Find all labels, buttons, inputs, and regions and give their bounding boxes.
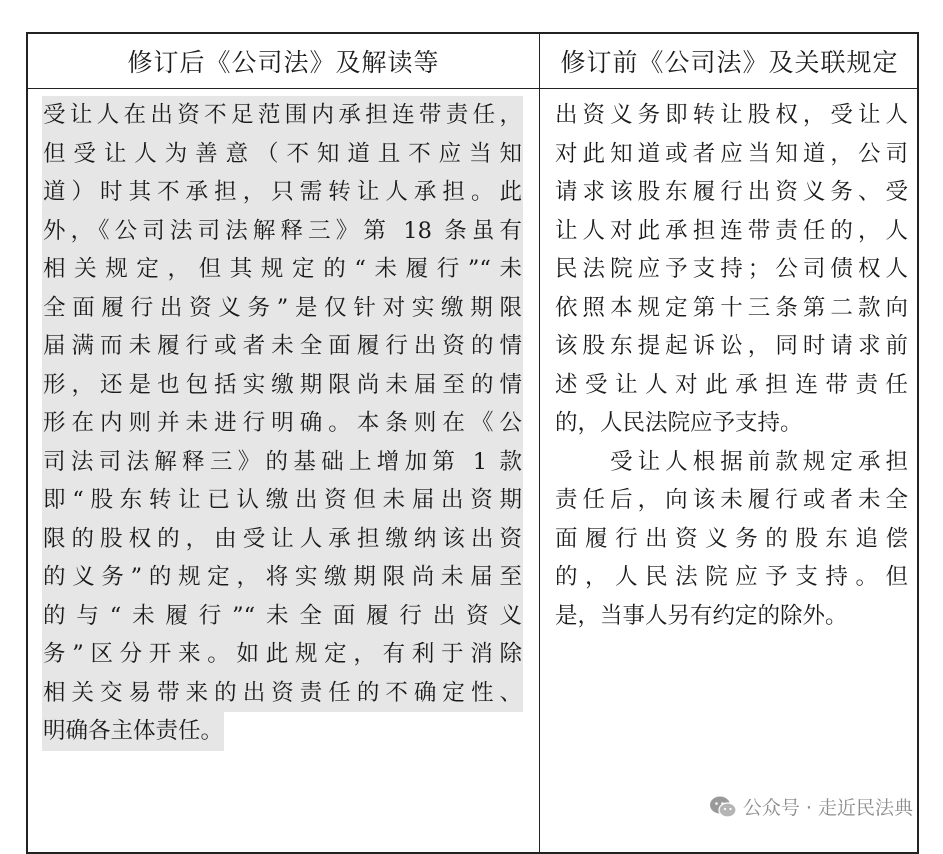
text-line: 明确各主体责任。 [42,712,523,751]
watermark [709,793,913,820]
text-line: 出资义务即转让股权，受让人 [555,102,908,128]
text-line: 道）时其不承担，只需转让人承担。此 [42,173,523,212]
text-line: 依照本规定第十三条第二款向 [555,294,908,321]
text-line: 但受让人为善意（不知道且不应当知 [42,135,523,174]
text-line: 限的股权的，由受让人承担缴纳该出资 [42,520,523,559]
text-line: 的，人民法院应予支持。但 [555,564,908,590]
text-line: 务”区分开来。如此规定，有利于消除 [42,635,523,674]
text-line: 请求该股东履行出资义务、受 [555,179,908,205]
text-line: 面履行出资义务的股东追偿 [555,525,908,552]
left-column-header: 修订后《公司法》及解读等 [127,48,440,77]
text-line: 责任后，向该未履行或者未全 [555,487,908,513]
text-line: 该股东提起诉讼，同时请求前 [555,333,908,359]
right-column-text [555,96,908,635]
text-line: 相关规定，但其规定的“未履行”“未 [42,250,523,289]
text-line: 述受让人对此承担连带责任 [555,371,908,398]
text-line: 让人对此承担连带责任的，人 [555,217,908,244]
text-line: 的义务”的规定，将实缴期限尚未届至 [42,558,523,597]
text-line: 受让人根据前款规定承担 [555,448,908,475]
text-line: 形在内则并未进行明确。本条则在《公 [42,404,523,443]
right-column-header: 修订前《公司法》及关联规定 [560,48,899,77]
text-line: 司法司法解释三》的基础上增加第 1 款 [42,443,523,482]
text-line: 民法院应予支持；公司债权人 [555,256,908,282]
text-line: 的，人民法院应予支持。 [555,410,803,436]
text-line: 形，还是也包括实缴期限尚未届至的情 [42,366,523,405]
text-line: 届满而未履行或者未全面履行出资的情 [42,327,523,366]
wechat-icon [709,795,737,819]
text-line: 受让人在出资不足范围内承担连带责任， [42,96,523,135]
text-line: 即“股东转让已认缴出资但未届出资期 [42,481,523,520]
text-line: 对此知道或者应当知道，公司 [555,140,908,167]
text-line: 全面履行出资义务”是仅针对实缴期限 [42,289,523,328]
left-column-text [42,96,523,751]
text-line: 的与“未履行”“未全面履行出资义 [42,597,523,636]
watermark-text: 公众号 · 走近民法典 [742,797,913,819]
column-divider [539,34,540,852]
text-line: 是，当事人另有约定的除外。 [555,602,848,629]
text-line: 外，《公司法司法解释三》第 18 条虽有 [42,212,523,251]
header-divider [28,88,917,89]
text-line: 相关交易带来的出资责任的不确定性、 [42,674,523,713]
comparison-table [26,32,919,854]
